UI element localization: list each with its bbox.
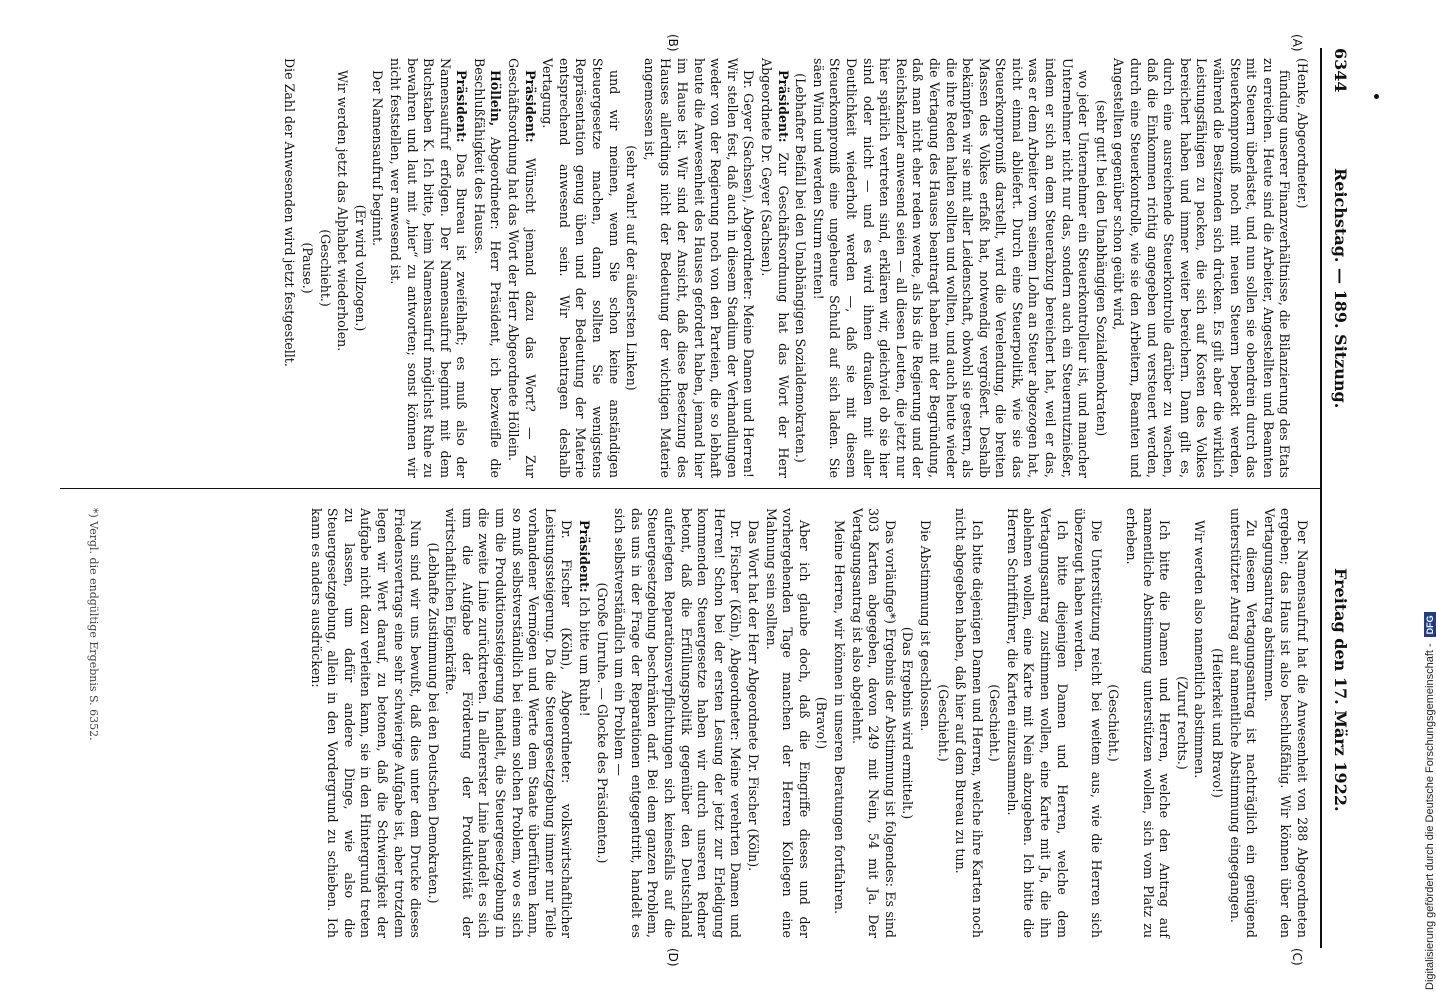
left-paragraph: (Pause.) [299,242,315,294]
left-paragraph: Der Namensaufruf beginnt. [370,70,386,247]
left-paragraph: wo jeder Unternehmer ein Steuerkontrolleur ist, und mancher Unternehmer nicht nur das, sondern auch ein Steuernutznießer, indem er sich an dem Steuerabzug bereichert hat, weil er das, was er dem Arbeiter vom seinem Lohn an Steuer abgezogen hat, nicht einmal abliefert. Durch eine Steuerpolitik, wie sie das Steuerkompromiß darstellt, wird die Verelendung, die breiten Massen des Volkes erfaßt hat, notwendig vergrößert. Deshalb bekämpfen wir sie mit aller Leidenschaft, obwohl sie gestern, als die ihre Reden halten sollten und wollten, und auch heute wieder die Vertagung des Hauses beantragt haben mit der Begründung, daß man nicht eher reden werde, als bis die Regierung und der Reichskanzler anwesend seien — all diesen Leuten, die jetzt nur hier spärlich vertreten sind, erklären wir, gleichviel ob sie hier sind oder nicht — und es wird ihnen draußen mit aller Deutlichkeit wiederholt werden —, daß sie mit diesem Steuerkompromiß eine ungeheure Schuld auf sich laden. Sie säen Wind und werden Sturm ernten! [810,58,1092,478]
left-paragraph: (sehr wahr! auf der äußersten Linken) [624,145,640,391]
left-paragraph: Dr. Geyer (Sachsen), Abgeordneter: Meine Damen und Herren! Wir stellen fest, daß auch in diesem Stadium der Verhandlungen weder von der Regierung noch von den Parteien, die so lebhaft heute die Anwesenheit des Hauses gefordert haben, jemand hier im Hause ist. Wir sind der Ansicht, daß diese Besetzung des Hauses allerdings nicht der Bedeutung der wichtigen Materie angemessen ist, [641,58,757,478]
header-left-title: Reichstag. — 189. Sitzung. [1331,168,1350,409]
right-paragraph: Zu diesem Vertagungsantrag ist nachträglich ein genügend unterstützter Antrag auf namentliche Abstimmung eingegangen. [1227,508,1260,938]
header-right-title: Freitag den 17. März 1922. [1331,568,1350,812]
left-paragraph: (Lebhafter Beifall bei den Unabhängigen Sozialdemokraten.) [793,73,809,463]
right-paragraph: (Heiterkeit und Bravo!) [1210,648,1226,798]
left-paragraph: Präsident: Wünscht jemand dazu das Wort? — Zur Geschäftsordnung hat das Wort der Herr Abgeordnete Höllein. [506,58,538,478]
left-paragraph: Wir werden jetzt das Alphabet wiederholen. [335,70,351,352]
right-paragraph: (Lebhafte Zustimmung bei den Deutschen Demokraten.) [425,542,441,904]
left-column [280,58,1310,478]
footnote: *) Vergl. die endgültige Ergebnis S. 6352. [87,508,100,741]
right-paragraph: Ich bitte diejenigen Damen und Herren, welche ihre Karten noch nicht abgegeben haben, daß hier auf dem Bureau zu tun. [953,508,985,938]
right-paragraph: Dr. Fischer (Köln), Abgeordneter: volkswirtschaftlicher Leistungssteigerung. Da die Steuergesetzgebung immer nur Teile vorhandener Vermögen und Werte dem Staate überführen kann, so muß selbstverständlich bei einem solchen Problem, wo es sich um die Produktionssteigerung handelt, die Steuergesetzgebung in die zweite Linie zurücktreten. In allererster Linie handelt es sich um die Aufgabe der Förderung der Produktivität der wirtschaftlichen Eigenkräfte. [443,508,575,938]
speaker-label: Präsident: [454,70,470,143]
right-paragraph: (Geschieht.) [987,684,1003,762]
right-paragraph: Nun sind wir uns bewußt, daß dies unter dem Drucke dieses Friedensvertrags eine sehr schwierige Aufgabe ist, aber trotzdem legen wir Wert darauf, zu betonen, daß die Schwierigkeit der Aufgabe nicht dazu verleiten kann, sie in den Hintergrund treten zu lassen, um dafür andere Dinge, wie also die Steuergesetzgebung, allein in den Vordergrund zu schieben. Ich kann es anders ausdrücken: [308,508,424,938]
right-paragraph: (Bravo!) [814,696,830,750]
page-number: 6344 [1331,48,1350,93]
margin-letter-b: (B) [666,34,680,52]
right-paragraph: Präsident: Ich bitte um Ruhe! [577,520,593,717]
speaker-label: Höllein, [488,70,504,127]
right-paragraph: Dr. Fischer (Köln), Abgeordneter: Meine verehrten Damen und Herren! Schon bei der ersten Lesung der jetzt zur Erledigung kommenden Steuergesetze haben wir durch unseren Redner betont, daß die Erfüllungspolitik gegenüber den Deutschland auferlegten Reparationsverpflichtungen sich keinesfalls auf die Steuergesetzgebung beschränken darf. Bei dem ganzen Problem, das uns in der Frage der Reparationen entgegentritt, handelt es sich selbstverständlich um ein Problem — [612,508,744,938]
right-paragraph: Die Abstimmung ist geschlossen. [917,520,933,732]
right-paragraph: Das Wort hat der Herr Abgeordnete Dr. Fischer (Köln). [746,520,761,872]
left-paragraph: (Henke, Abgeordneter.) [1295,58,1310,209]
right-paragraph: Das vorläufige*) Ergebnis der Abstimmung ist folgendes: Es sind 303 Karten abgegeben, davon 249 mit Nein, 54 mit Ja. Der Vertagungsantrag ist also abgelehnt. [849,508,898,938]
margin-letter-d: (D) [666,948,680,967]
left-paragraph: Die Zahl der Anwesenden wird jetzt festgestellt. [282,58,298,367]
credit-text: Digitalisierung gefördert durch die Deutsche Forschungsgemeinschaft - [1424,643,1436,990]
speaker-label: Präsident: [775,70,791,143]
left-paragraph: und wir meinen, wenn Sie schon keine anständigen Steuergesetze machen, dann sollten Sie wenigstens Repräsentation genug üben und der Bedeutung der Materie entsprechend anwesend sein. Wir beantragen deshalb Vertagung. [540,58,622,478]
dfg-logo: DFG [1424,612,1436,637]
right-paragraph: (Geschieht.) [1106,684,1122,762]
right-paragraph: Der Namensaufruf hat die Anwesenheit von 288 Abgeordneten ergeben; das Haus ist also beschlußfähig. Wir können über den Vertagungsantrag abstimmen. [1261,508,1310,938]
left-paragraph: Höllein, Abgeordneter: Herr Präsident, ich bezweifle die Beschlußfähigkeit des Hauses. [471,58,504,478]
right-column [306,508,1310,938]
right-paragraph: Meine Herren, wir können in unseren Beratungen fortfahren. [831,520,847,915]
margin-letter-c: (C) [1290,948,1304,966]
page-header [1326,48,1350,948]
right-paragraph: Aber ich glaube doch, daß die Eingriffe dieses und der vorhergehenden Tage manchen der Herren Kollegen eine Mahnung sein sollten. [763,508,812,938]
speaker-label: Präsident: [522,70,538,143]
margin-letter-a: (A) [1290,34,1304,52]
left-paragraph: Präsident: Zur Geschäftsordnung hat das Wort der Herr Abgeordnete Dr. Geyer (Sachsen). [759,58,791,478]
right-paragraph: Ich bitte diejenigen Damen und Herren, welche dem Vertagungsantrag zustimmen wollen, eine Karte mit Ja, die ihn ablehnen wollen, eine Karte mit Nein abzugeben. Ich bitte die Herren Schriftführer, die Karten einzusammeln. [1004,508,1070,938]
left-paragraph: Präsident: Das Bureau ist zweifelhaft; es muß also der Namensaufruf erfolgen. Der Namensaufruf beginnt mit dem Buchstaben K. Ich bitte, beim Namensaufruf möglichst Ruhe zu bewahren und laut mit „hier“ zu antworten; sonst können wir nicht feststellen, wer anwesend ist. [387,58,470,478]
right-paragraph: (Zuruf rechts.) [1174,676,1190,770]
right-paragraph: (Geschieht.) [935,684,951,762]
right-paragraph: Die Unterstützung reicht bei weitem aus, wie die Herren sich überzeugt haben werden. [1072,508,1104,938]
right-paragraph: (Große Unruhe. — Glocke des Präsidenten.) [594,582,610,864]
digitization-credit [1410,10,1436,1000]
header-rule [1320,48,1322,948]
speck [1374,94,1379,99]
speaker-label: Präsident: [577,520,593,593]
right-paragraph: Ich bitte die Damen und Herren, welche den Antrag auf namentliche Abstimmung unterstützen wollen, sich vom Platz zu erheben. [1124,508,1173,938]
left-paragraph: (Geschieht.) [317,229,333,307]
left-paragraph: fündung unserer Finanzverhältnisse, die Bilanzierung des Etats zu erreichen. Heute sind die Arbeiter, Angestellten und Beamten mit Steuern überlastet, und nun sollen sie obendrein durch das Steuerkompromiß noch mit neuen Steuern bepackt werden, während die Besitzenden sich drücken. Es gilt aber die wirklich Leistungsfähigen zu packen, die sich auf Kosten des Volkes bereichert haben und immer weiter bereichern. Dann gilt es, durch eine ausreichende Steuerkontrolle darüber zu wachen, daß die Einkommen richtig angegeben und versteuert werden, durch eine Steuerkontrolle, wie sie den Arbeitern, Beamten und Angestellten gegenüber schon geübt wird, [1111,58,1293,478]
left-paragraph: (sehr gut! bei den Unabhängigen Sozialdemokraten) [1093,99,1109,437]
column-divider [60,488,1320,489]
right-paragraph: Wir werden also namentlich abstimmen. [1192,520,1208,779]
right-paragraph: (Das Ergebnis wird ermittelt.) [900,626,916,820]
left-paragraph: (Er wird vollzogen.) [352,204,368,332]
